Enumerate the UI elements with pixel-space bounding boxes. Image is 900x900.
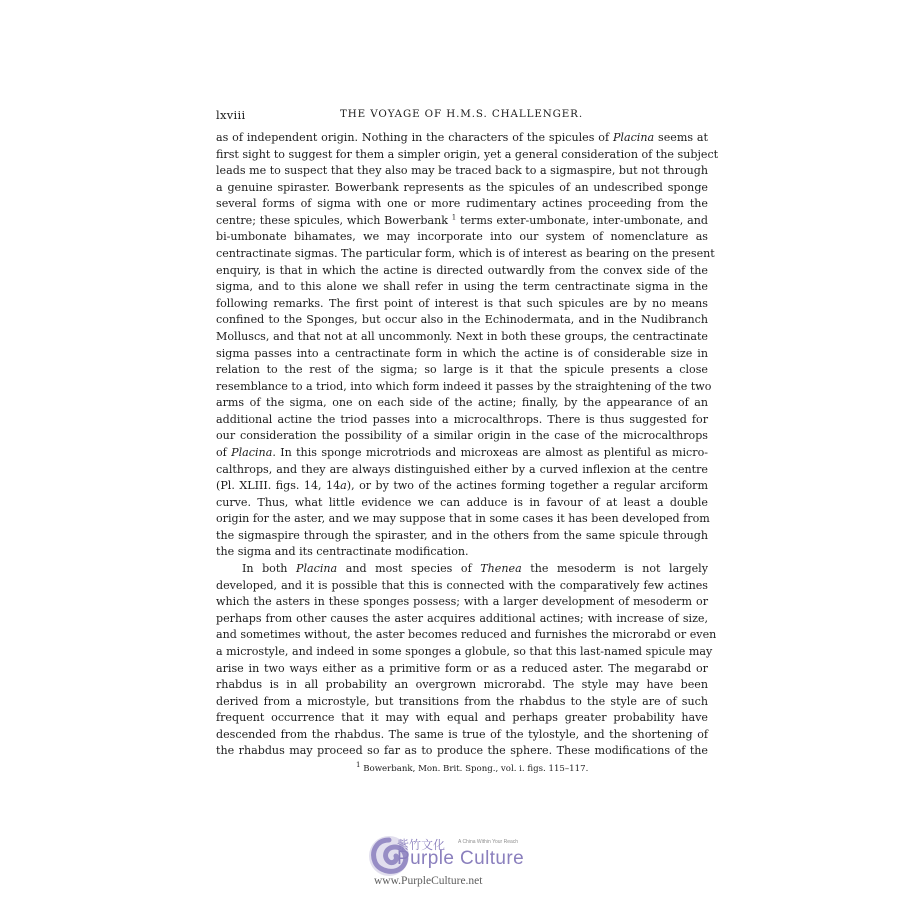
text-line: additional actine the triod passes into a microcalthrops. There is thus suggested for (216, 412, 708, 426)
text-line: and sometimes without, the aster becomes reduced and furnishes the microrabd or even (216, 628, 717, 642)
text-line: derived from a microstyle, but transitions from the rhabdus to the style are of such (216, 694, 708, 708)
text-line: perhaps from other causes the aster acquires additional actines; with increase of size, (216, 611, 708, 625)
watermark-url: www.PurpleCulture.net (374, 875, 483, 887)
text-line: sigma, and to this alone we shall refer in using the term centractinate sigma in the (216, 280, 708, 294)
text-line: leads me to suspect that they also may be traced back to a sigmaspire, but not through (216, 164, 708, 178)
text-line: first sight to suggest for them a simpler origin, yet a general consideration of the subject (216, 147, 719, 161)
text-line: In both Placina and most species of Thenea the mesoderm is not largely (242, 562, 708, 576)
book-page (216, 108, 719, 775)
text-line: relation to the rest of the sigma; so large is it that the spicule presents a close (216, 363, 708, 377)
text-line: following remarks. The first point of interest is that such spicules are by no means (216, 296, 708, 310)
footnote-text: Bowerbank, Mon. Brit. Spong., vol. i. figs. 115–117. (360, 763, 589, 774)
text-line: bi-umbonate bihamates, we may incorporate into our system of nomenclature as (216, 230, 708, 244)
text-line: of Placina. In this sponge microtriods and microxeas are almost as plentiful as micro- (216, 445, 708, 459)
text-line: curve. Thus, what little evidence we can adduce is in favour of at least a double (216, 495, 708, 509)
text-line: frequent occurrence that it may with equal and perhaps greater probability have (216, 711, 708, 725)
text-line: descended from the rhabdus. The same is true of the tylostyle, and the shortening of (216, 727, 708, 741)
footnote-marker: 1 (356, 761, 361, 770)
text-line: as of independent origin. Nothing in the characters of the spicules of Placina seems at (216, 131, 708, 144)
watermark-brand-name: Purple Culture (397, 848, 525, 869)
text-line: a genuine spiraster. Bowerbank represents as the spicules of an undescribed sponge (216, 180, 708, 194)
text-line: Molluscs, and that not at all uncommonly. Next in both these groups, the centractinate (216, 329, 708, 343)
text-line: a microstyle, and indeed in some sponges a globule, so that this last-named spicule may (216, 644, 713, 658)
text-line: origin for the aster, and we may suppose that in some cases it has been developed from (216, 512, 710, 526)
text-line: (Pl. XLIII. figs. 14, 14a), or by two of the actines forming together a regular arciform (216, 479, 708, 493)
text-line: arise in two ways either as a primitive form or as a reduced aster. The megarabd or (216, 661, 708, 675)
text-line: confined to the Sponges, but occur also in the Echinodermata, and in the Nudibranch (216, 313, 708, 327)
text-line: the rhabdus may proceed so far as to produce the sphere. These modifications of the (216, 744, 708, 758)
watermark-tagline: A China Within Your Reach (458, 839, 519, 845)
text-line: rhabdus is in all probability an overgrown microrabd. The style may have been (216, 678, 708, 692)
text-line: developed, and it is possible that this is connected with the comparatively few actines (216, 578, 708, 592)
text-line: centractinate sigmas. The particular form, which is of interest as bearing on the present (216, 247, 715, 261)
text-line: our consideration the possibility of a similar origin in the case of the microcalthrops (216, 429, 708, 443)
page-number: lxviii (216, 108, 246, 122)
text-line: sigma passes into a centractinate form in which the actine is of considerable size in (216, 346, 708, 360)
text-line: centre; these spicules, which Bowerbank $^1$ terms exter-umbonate, inter-umbonate, and (216, 213, 708, 227)
text-line: the sigma and its centractinate modification. (216, 545, 469, 559)
text-line: the sigmaspire through the spiraster, and in the others from the same spicule through (216, 528, 708, 542)
text-line: several forms of sigma with one or more rudimentary actines proceeding from the (216, 197, 708, 211)
watermark-chinese-text: 紫竹文化 (397, 838, 446, 852)
running-header (216, 108, 708, 130)
text-line: which the asters in these sponges possess; with a larger development of mesoderm or (216, 595, 708, 609)
text-line: enquiry, is that in which the actine is directed outwardly from the convex side of the (216, 263, 708, 277)
publisher-watermark (356, 826, 556, 894)
running-title: THE VOYAGE OF H.M.S. CHALLENGER. (340, 108, 584, 120)
footnote-ref: 1 (451, 213, 457, 222)
text-line: resemblance to a triod, into which form indeed it passes by the straightening of the two (216, 379, 712, 393)
body-text (216, 130, 719, 760)
text-line: calthrops, and they are always distinguished either by a curved inflexion at the centre (216, 462, 708, 476)
text-line: arms of the sigma, one on each side of the actine; finally, by the appearance of an (216, 396, 708, 410)
footnote (356, 763, 708, 775)
